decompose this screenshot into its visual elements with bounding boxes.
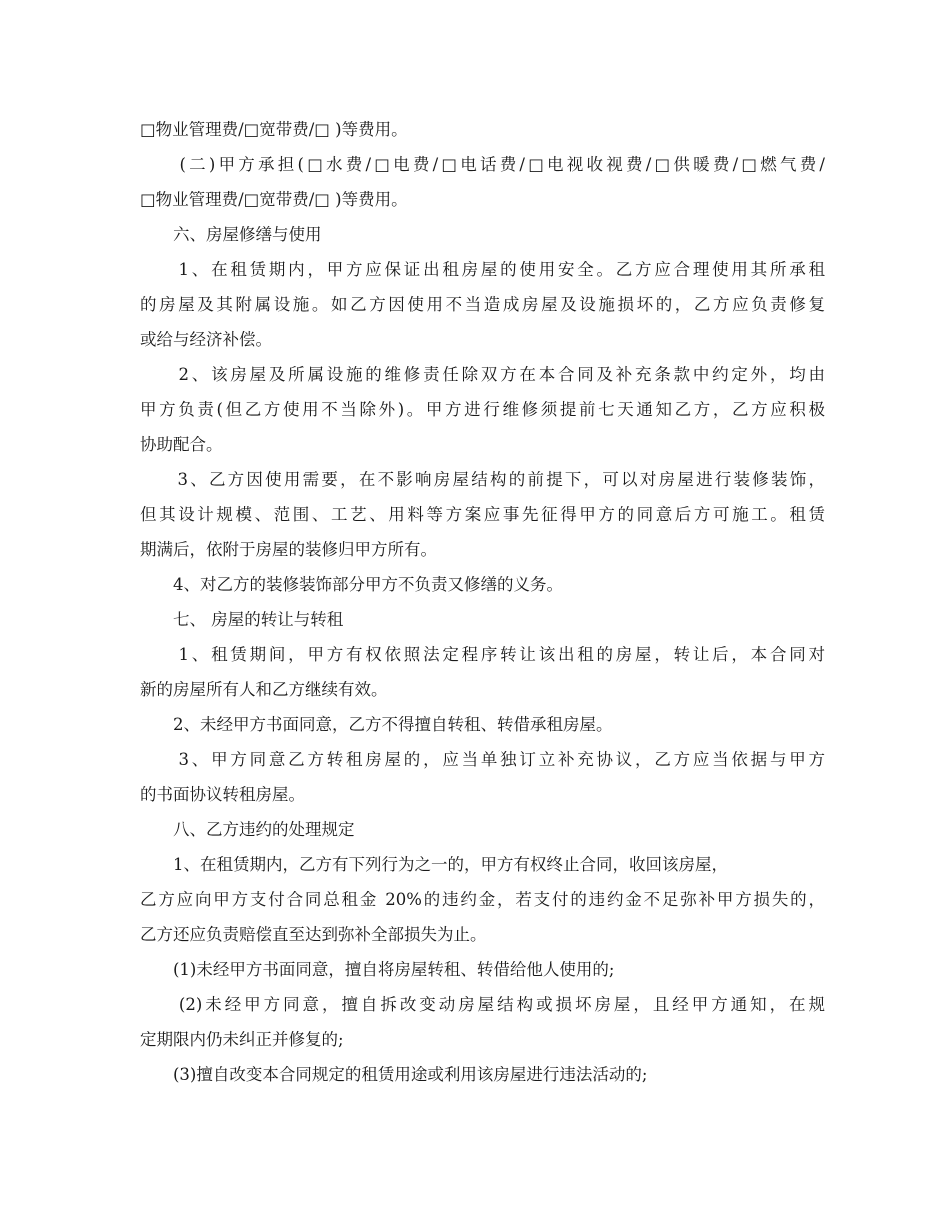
list-item: (2)未经甲方同意，擅自拆改变动房屋结构或损坏房屋，且经甲方通知，在规 [140,995,825,1014]
text-line: 的书面协议转租房屋。 [140,785,305,804]
text-line: 1、在租赁期内，甲方应保证出租房屋的使用安全。乙方应合理使用其所承租 [140,260,825,279]
text-line: 定期限内仍未纠正并修复的; [140,1030,344,1049]
text-line: 的房屋及其附属设施。如乙方因使用不当造成房屋及设施损坏的，乙方应负责修复 [140,295,825,314]
text-line: 1、租赁期间，甲方有权依照法定程序转让该出租的房屋，转让后，本合同对 [140,645,825,664]
section-heading: 八、乙方违约的处理规定 [140,820,355,839]
text-line: 甲方负责(但乙方使用不当除外)。甲方进行维修须提前七天通知乙方，乙方应积极 [140,400,825,419]
text-line: 2、未经甲方书面同意，乙方不得擅自转租、转借承租房屋。 [140,715,613,734]
text-line: 或给与经济补偿。 [140,330,272,349]
list-item: (1)未经甲方书面同意，擅自将房屋转租、转借给他人使用的; [140,960,615,979]
section-heading: 六、房屋修缮与使用 [140,225,322,244]
text-line: (二)甲方承担(□水费/□电费/□电话费/□电视收视费/□供暖费/□燃气费/ [140,155,825,174]
text-line: □物业管理费/□宽带费/□ )等费用。 [140,190,408,209]
text-line: 但其设计规模、范围、工艺、用料等方案应事先征得甲方的同意后方可施工。租赁 [140,505,825,524]
text-line: 3、甲方同意乙方转租房屋的，应当单独订立补充协议，乙方应当依据与甲方 [140,750,825,769]
section-heading: 七、 房屋的转让与转租 [140,610,344,629]
text-line: 协助配合。 [140,435,223,454]
text-line: 3、乙方因使用需要，在不影响房屋结构的前提下，可以对房屋进行装修装饰， [140,470,825,489]
text-line: 期满后，依附于房屋的装修归甲方所有。 [140,540,437,559]
text-line: 新的房屋所有人和乙方继续有效。 [140,680,388,699]
document-body [140,112,825,1092]
list-item: (3)擅自改变本合同规定的租赁用途或利用该房屋进行违法活动的; [140,1065,648,1084]
text-line: 乙方还应负责赔偿直至达到弥补全部损失为止。 [140,925,487,944]
text-line: 4、对乙方的装修装饰部分甲方不负责又修缮的义务。 [140,575,563,594]
text-line: 1、在租赁期内，乙方有下列行为之一的，甲方有权终止合同，收回该房屋， [140,855,728,874]
text-line: □物业管理费/□宽带费/□ )等费用。 [140,120,408,139]
text-line: 2、该房屋及所属设施的维修责任除双方在本合同及补充条款中约定外，均由 [140,365,825,384]
text-line: 乙方应向甲方支付合同总租金 20%的违约金，若支付的违约金不足弥补甲方损失的， [140,890,825,909]
